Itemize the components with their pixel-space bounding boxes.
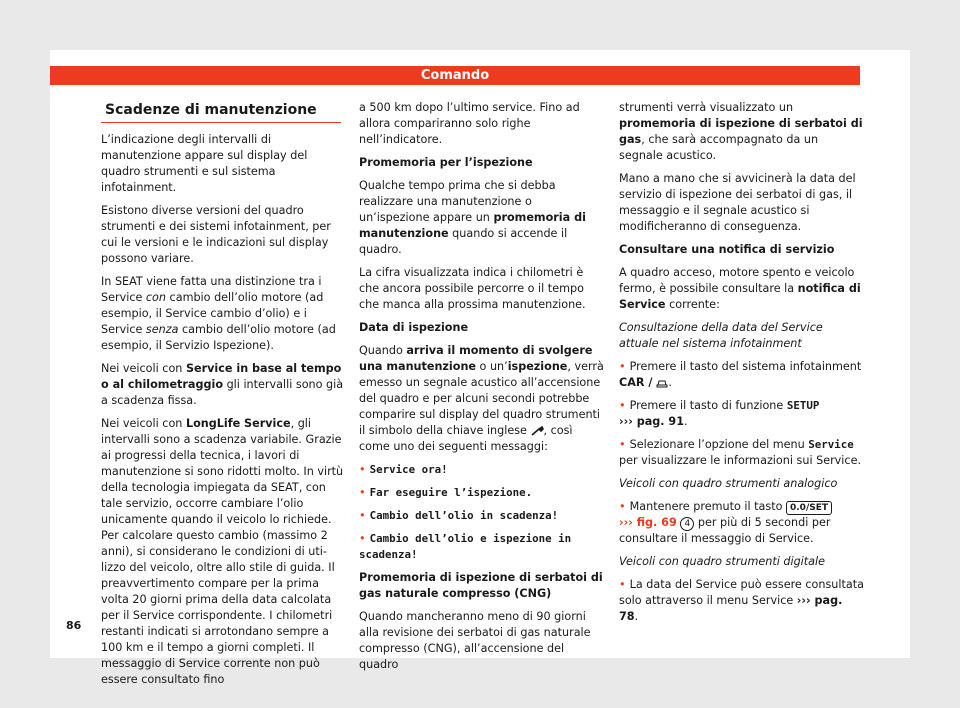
paragraph: Nei veicoli con Service in base al tempo o al chilometraggio gli intervalli sono già a scadenza fissa.: [101, 362, 344, 407]
callout-number: 4: [680, 517, 694, 531]
step-item: • Premere il tasto del sistema infotainment CAR / .: [619, 359, 864, 391]
paragraph: La cifra visualizzata indica i chilometri è che ancora possibile percorre o il tempo che manca alla prossima manutenzione.: [359, 266, 586, 311]
car-menu-icon: [656, 378, 668, 388]
step-item: • Mantenere premuto il tasto 0.0/SET ››› fig. 69 4 per più di 5 secondi per consultare il messaggio di Service.: [619, 499, 864, 547]
subheading: Promemoria per l’ispezione: [359, 156, 533, 169]
column-3: [619, 100, 864, 632]
page-number: 86: [66, 619, 82, 632]
paragraph: Quando arriva il momento di svolgere una manutenzione o un’ispezione, verrà emesso un segnale acustico all’accensione del quadro e per alcuni secondi potrebbe comparire sul display del quadro strumenti il simbolo della chiave inglese , così come uno dei seguenti messaggi:: [359, 344, 604, 453]
section-title: Scadenze di manutenzione: [105, 102, 317, 118]
paragraph: Quando mancheranno meno di 90 giorni alla revisione dei serbatoi di gas naturale compresso (CNG), all’accensione del quadro: [359, 610, 591, 671]
paragraph: Mano a mano che si avvicinerà la data del servizio di ispezione dei serbatoi di gas, il messaggio e il segnale acustico si modificheranno di conseguenza.: [619, 172, 856, 233]
column-1: [101, 100, 346, 695]
subheading: Promemoria di ispezione di serbatoi di gas naturale compresso (CNG): [359, 571, 603, 600]
italic-subheading: Veicoli con quadro strumenti analogico: [619, 477, 838, 490]
key-button-icon: 0.0/SET: [786, 501, 832, 515]
step-item: • Selezionare l’opzione del menu Service per visualizzare le informazioni sui Service.: [619, 437, 864, 469]
subheading: Consultare una notifica di servizio: [619, 243, 835, 256]
italic-subheading: Consultazione della data del Service attuale nel sistema infotainment: [619, 321, 823, 350]
paragraph: strumenti verrà visualizzato un promemoria di ispezione di serbatoi di gas, che sarà accompagnato da un segnale acustico.: [619, 101, 863, 162]
column-2: [359, 100, 604, 680]
subheading: Data di ispezione: [359, 321, 469, 334]
wrench-icon: [531, 426, 544, 436]
message-item: • Far eseguire l’ispezione.: [359, 485, 604, 501]
message-item: • Cambio dell’olio in scadenza!: [359, 508, 604, 524]
paragraph: In SEAT viene fatta una distinzione tra i Service con cambio dell’olio motore (ad esempio, il Service cambio d’olio) e i Service senza cambio dell’olio motore (ad esempio, il Servizio Ispezione).: [101, 275, 336, 352]
step-item: • Premere il tasto di funzione SETUP ››› pag. 91.: [619, 398, 864, 430]
paragraph: a 500 km dopo l’ultimo service. Fino ad allora compariranno solo righe nell’indicatore.: [359, 101, 580, 146]
message-item: • Service ora!: [359, 462, 604, 478]
paragraph: Esistono diverse versioni del quadro strumenti e dei sistemi infotainment, per cui le versioni e le indicazioni sul display possono variare.: [101, 204, 331, 265]
message-item: • Cambio dell’olio e ispezione in scadenza!: [359, 531, 604, 563]
paragraph: A quadro acceso, motore spento e veicolo fermo, è possibile consultare la notifica di Service corrente:: [619, 266, 861, 311]
paragraph: L’indicazione degli intervalli di manutenzione appare sul display del quadro strumenti e sul sistema infotainment.: [101, 133, 308, 194]
paragraph: Qualche tempo prima che si debba realizzare una manutenzione o un’ispezione appare un promemoria di manutenzione quando si accende il quadro.: [359, 179, 586, 256]
section-header: Comando: [50, 66, 860, 85]
step-item: • La data del Service può essere consultata solo attraverso il menu Service ››› pag. 78.: [619, 577, 864, 625]
title-divider: [101, 122, 341, 123]
italic-subheading: Veicoli con quadro strumenti digitale: [619, 555, 826, 568]
paragraph: Nei veicoli con LongLife Service, gli intervalli sono a scadenza variabile. Grazie ai progressi della tecnica, i lavori di manutenzione si sono ridotti molto. In virtù della tecnologia impiegata da SEAT, con tale servizio, occorre cambiare l’olio unicamente quando il veicolo lo richiede. Per calcolare questo cambio (massimo 2 anni), si considerano le condizioni di utilizzo del veicolo, oltre allo stile di guida. Il preavvertimento compare per la prima volta 20 giorni prima della data calcolata per il Service corrispondente. I chilometri restanti indicati si arrotondano sempre a 100 km e il tempo a giorni completi. Il messaggio di Service corrente non può essere consultato fino: [101, 417, 344, 686]
